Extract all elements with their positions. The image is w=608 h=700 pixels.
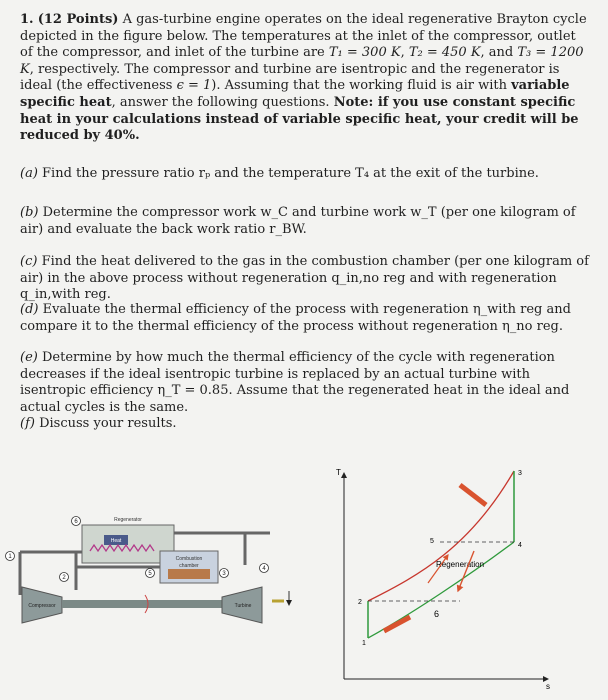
ts-diagram [336,468,550,691]
state-2-label: 2 [62,575,66,581]
heat-out-arrow [384,617,410,631]
state-1-label: 1 [8,554,12,560]
cycle-schematic [6,517,290,624]
question-c-text: Find the heat delivered to the gas in the combustion chamber (per one kilogram of air) in the above process without regeneration q_in,no reg and with regeneration q_in,with reg. [20,254,589,303]
state-5-label: 5 [148,571,152,577]
question-b [20,205,592,238]
ts-point-6: 6 [434,609,440,619]
intro-part-2: , respectively. The compressor and turbine are isentropic and the regenerator is ideal (the effectiveness [20,61,560,94]
t-axis-label: T [336,468,341,477]
question-f-text: Discuss your results. [34,416,177,431]
question-d-text: Evaluate the thermal efficiency of the process with regeneration η_with reg and compare it to the thermal efficiency of the process without regeneration η_no reg. [20,302,571,334]
temp-t2: T₂ = 450 K [408,45,481,61]
combustion-label-1: Combustion [175,556,203,562]
regeneration-label: Regeneration [436,560,485,569]
question-a-label: (a) [20,166,38,181]
s-axis-label: s [546,682,550,691]
problem-number: 1. [20,12,34,27]
question-f-label: (f) [20,416,35,431]
question-f [20,416,592,433]
question-a-text: Find the pressure ratio rₚ and the temperature T₄ at the exit of the turbine. [37,166,539,181]
question-e [20,350,592,416]
question-c [20,254,592,304]
state-4-label: 4 [262,566,266,572]
question-a [20,166,592,183]
temp-t3: T₃ = 1200 K [20,45,584,77]
question-b-text: Determine the compressor work w_C and turbine work w_T (per one kilogram of air) and evaluate the back work ratio r_BW. [20,205,576,237]
question-d-label: (d) [20,302,39,317]
separator: , [400,45,409,61]
process-2-5 [368,471,514,601]
question-e-label: (e) [20,350,38,365]
temp-t1: T₁ = 300 K [328,45,401,61]
ts-point-5: 5 [430,538,434,545]
ts-point-3: 3 [518,470,522,477]
intro-part-3: ). Assuming that the working fluid is air with [211,78,512,94]
ts-point-1: 1 [362,640,366,647]
state-6-label: 6 [74,519,78,525]
turbine-label: Turbine [234,603,252,609]
problem-points: (12 Points) [37,12,119,27]
heat-in-arrow [460,485,486,505]
regeneration-arrow-down [458,551,474,591]
compressor-label: Compressor [28,603,56,609]
ts-point-2: 2 [358,599,362,606]
problem-note: Note: if you use constant specific heat in your calculations instead of variable specific heat, your credit will be reduced by 40%. [20,94,579,144]
ts-point-4: 4 [518,542,522,549]
combustion-label-2: chamber [179,563,199,569]
question-b-label: (b) [20,205,39,220]
figure [0,455,608,700]
intro-part-1: A gas-turbine engine operates on the ideal regenerative Brayton cycle depicted in the figure below. The temperatures at the inlet of the compressor, outlet of the compressor, and inlet of the turbine are [20,12,587,61]
separator: , and [480,45,518,61]
shaft [62,600,222,608]
question-c-label: (c) [20,254,38,269]
effectiveness: ϵ = 1 [176,78,212,94]
heater-bars [168,569,210,579]
question-d [20,302,592,335]
intro-part-4: , answer the following questions. [111,94,334,110]
state-3-label: 3 [222,571,226,577]
heat-label: Heat [110,538,122,544]
problem-statement [20,12,592,145]
regenerator-label: Regenerator [114,517,142,523]
variable-specific-heat: variable specific heat [20,78,570,110]
question-e-text: Determine by how much the thermal efficiency of the cycle with regeneration decreases if the ideal isentropic turbine is replaced by an actual turbine with isentropic efficiency η_T = 0.85. Assume that the regenerated heat in the ideal and actual cycles is the same. [20,350,570,415]
